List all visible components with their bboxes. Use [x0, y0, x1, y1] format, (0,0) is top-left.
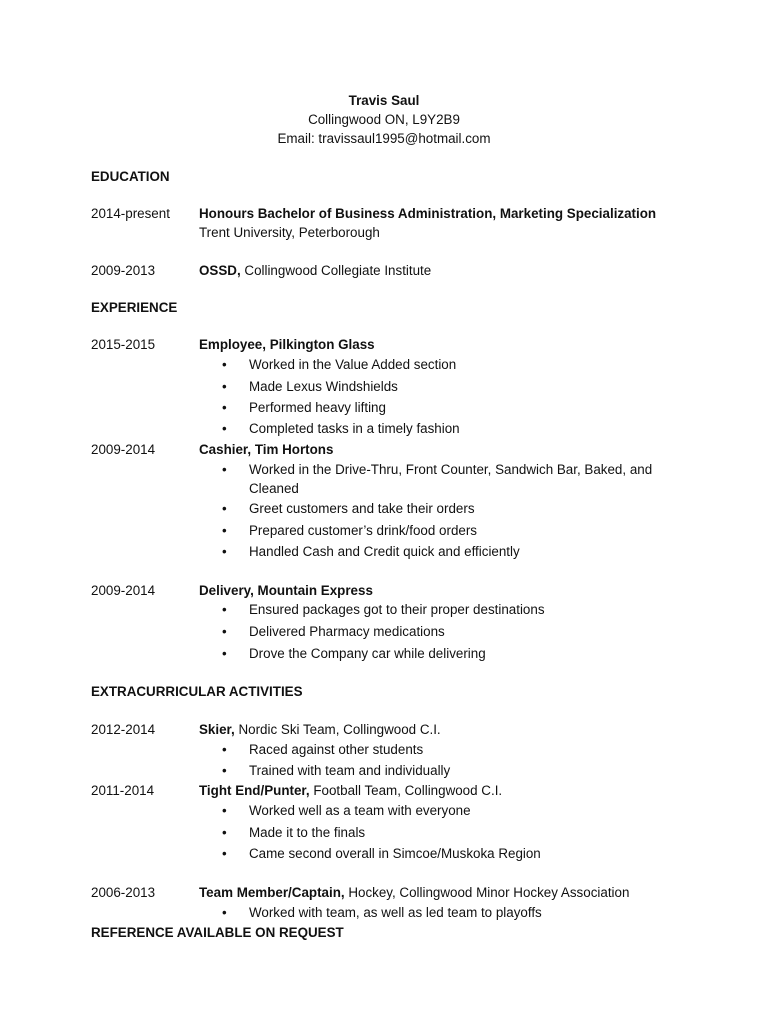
activity-entry [199, 884, 629, 901]
activity-date: 2011-2014 [91, 783, 155, 798]
activity-bullet: Came second overall in Simcoe/Muskoka Region [249, 846, 541, 861]
bullet-icon: • [222, 803, 227, 818]
activity-bullet: Raced against other students [249, 742, 424, 757]
bullet-icon: • [222, 523, 227, 538]
activity-detail: Hockey, Collingwood Minor Hockey Association [344, 885, 630, 900]
bullet-icon: • [222, 462, 227, 477]
education-institution: Trent University, Peterborough [199, 225, 380, 240]
bullet-icon: • [222, 846, 227, 861]
experience-heading: EXPERIENCE [91, 300, 178, 315]
activity-bullet: Worked with team, as well as led team to playoffs [249, 905, 542, 920]
education-entry [199, 262, 431, 279]
bullet-icon: • [222, 421, 227, 436]
education-title: Honours Bachelor of Business Administration, Marketing Specialization [199, 206, 657, 221]
activity-date: 2006-2013 [91, 885, 156, 900]
activity-detail: Nordic Ski Team, Collingwood C.I. [234, 722, 441, 737]
activity-title: Team Member/Captain, [199, 885, 345, 900]
experience-bullet: Made Lexus Windshields [249, 379, 398, 394]
experience-bullet: Handled Cash and Credit quick and efficiently [249, 544, 520, 559]
activity-title: Skier, [199, 722, 235, 737]
experience-bullet: Ensured packages got to their proper destinations [249, 602, 545, 617]
applicant-email: Email: travissaul1995@hotmail.com [277, 131, 491, 146]
reference-note: REFERENCE AVAILABLE ON REQUEST [91, 925, 344, 940]
experience-bullet: Delivered Pharmacy medications [249, 624, 445, 639]
education-date: 2014-present [91, 206, 170, 221]
applicant-address: Collingwood ON, L9Y2B9 [308, 112, 460, 127]
experience-date: 2009-2014 [91, 583, 156, 598]
activity-detail: Football Team, Collingwood C.I. [309, 783, 503, 798]
experience-bullet: Worked in the Drive-Thru, Front Counter, Sandwich Bar, Baked, and [249, 462, 653, 477]
extracurricular-heading: EXTRACURRICULAR ACTIVITIES [91, 684, 303, 699]
education-detail: Collingwood Collegiate Institute [240, 263, 432, 278]
experience-title: Employee, Pilkington Glass [199, 337, 375, 352]
bullet-icon: • [222, 501, 227, 516]
experience-bullet-continued: Cleaned [249, 481, 299, 496]
activity-bullet: Trained with team and individually [249, 763, 451, 778]
experience-bullet: Performed heavy lifting [249, 400, 386, 415]
bullet-icon: • [222, 624, 227, 639]
bullet-icon: • [222, 905, 227, 920]
experience-bullet: Prepared customer’s drink/food orders [249, 523, 478, 538]
bullet-icon: • [222, 379, 227, 394]
bullet-icon: • [222, 646, 227, 661]
activity-date: 2012-2014 [91, 722, 156, 737]
education-entry [199, 205, 656, 222]
activity-bullet: Made it to the finals [249, 825, 366, 840]
bullet-icon: • [222, 763, 227, 778]
bullet-icon: • [222, 400, 227, 415]
experience-date: 2015-2015 [91, 337, 156, 352]
experience-bullet: Worked in the Value Added section [249, 357, 457, 372]
education-heading: EDUCATION [91, 169, 170, 184]
experience-title: Cashier, Tim Hortons [199, 442, 334, 457]
activity-entry [199, 721, 441, 738]
bullet-icon: • [222, 602, 227, 617]
experience-bullet: Greet customers and take their orders [249, 501, 475, 516]
bullet-icon: • [222, 357, 227, 372]
applicant-name: Travis Saul [348, 93, 420, 108]
education-date: 2009-2013 [91, 263, 156, 278]
experience-date: 2009-2014 [91, 442, 156, 457]
bullet-icon: • [222, 742, 227, 757]
activity-title: Tight End/Punter, [199, 783, 310, 798]
bullet-icon: • [222, 825, 227, 840]
activity-bullet: Worked well as a team with everyone [249, 803, 471, 818]
bullet-icon: • [222, 544, 227, 559]
experience-title: Delivery, Mountain Express [199, 583, 373, 598]
education-title: OSSD, [199, 263, 241, 278]
experience-bullet: Completed tasks in a timely fashion [249, 421, 460, 436]
experience-bullet: Drove the Company car while delivering [249, 646, 486, 661]
activity-entry [199, 782, 502, 799]
